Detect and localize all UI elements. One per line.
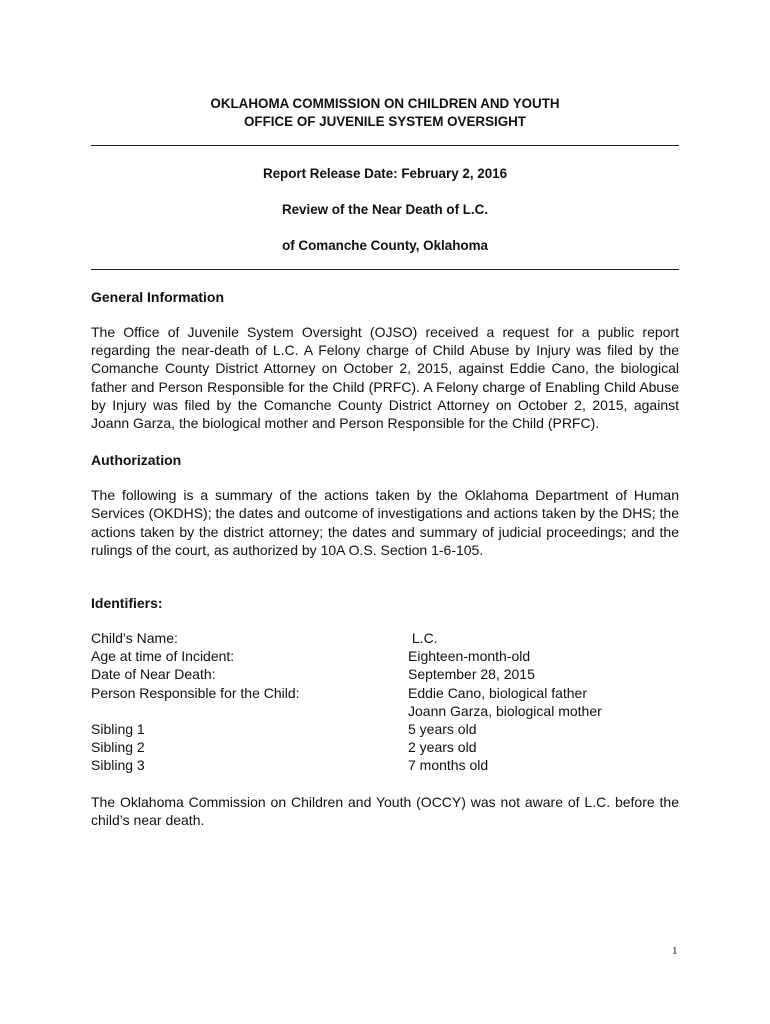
general-information-body: The Office of Juvenile System Oversight (OJSO) received a request for a public report regarding the near-death of L.C. A Felony charge of Child Abuse by Injury was filed by the Comanche County District Attorney on October 2, 2015, against Eddie Cano, the biological father and Person Responsible for the Child (PRFC). A Felony charge of Enabling Child Abuse by Injury was filed by the Comanche County District Attorney on October 2, 2015, against Joann Garza, the biological mother and Person Responsible for the Child (PRFC). [91, 324, 679, 432]
identifiers-heading: Identifiers: [91, 595, 163, 612]
identifier-value: 7 months old [408, 757, 489, 774]
top-divider [91, 145, 679, 146]
agency-title: OKLAHOMA COMMISSION ON CHILDREN AND YOUTH [210, 96, 560, 111]
office-title: OFFICE OF JUVENILE SYSTEM OVERSIGHT [244, 114, 526, 129]
bottom-divider [91, 269, 679, 270]
authorization-heading: Authorization [91, 452, 182, 469]
identifier-label: Sibling 3 [91, 757, 145, 774]
identifiers-table [91, 629, 679, 775]
identifier-row [91, 756, 679, 774]
county-line: of Comanche County, Oklahoma [282, 238, 488, 253]
identifier-row [91, 665, 679, 683]
release-date: Report Release Date: February 2, 2016 [262, 166, 508, 181]
identifier-row [91, 738, 679, 756]
review-title: Review of the Near Death of L.C. [281, 202, 489, 217]
identifier-label: Sibling 2 [91, 739, 145, 756]
general-information-heading: General Information [91, 289, 225, 305]
identifier-row [91, 702, 679, 720]
identifier-row [91, 720, 679, 738]
page-number: 1 [672, 945, 678, 957]
document-page [91, 92, 679, 829]
identifier-label: Person Responsible for the Child: [91, 684, 300, 701]
identifier-value: Eddie Cano, biological father [408, 684, 588, 701]
identifier-value: L.C. [408, 630, 438, 647]
identifier-label: Child’s Name: [91, 630, 178, 647]
identifier-row [91, 647, 679, 665]
identifier-label [91, 702, 408, 720]
identifier-value: 5 years old [408, 721, 477, 738]
identifier-label: Age at time of Incident: [91, 648, 235, 665]
identifier-value: 2 years old [408, 739, 477, 756]
identifier-value: September 28, 2015 [408, 666, 535, 683]
identifier-row [91, 684, 679, 702]
identifier-label: Sibling 1 [91, 721, 145, 738]
identifier-label: Date of Near Death: [91, 666, 216, 683]
authorization-body: The following is a summary of the actions taken by the Oklahoma Department of Human Services (OKDHS); the dates and outcome of investigations and actions taken by the DHS; the actions taken by the district attorney; the dates and summary of judicial proceedings; and the rulings of the court, as authorized by 10A O.S. Section 1-6-105. [91, 487, 679, 558]
identifier-value: Joann Garza, biological mother [408, 702, 602, 719]
identifier-row [91, 629, 679, 647]
identifier-value: Eighteen-month-old [408, 648, 531, 665]
closing-paragraph: The Oklahoma Commission on Children and Youth (OCCY) was not aware of L.C. before the child’s near death. [91, 793, 679, 828]
